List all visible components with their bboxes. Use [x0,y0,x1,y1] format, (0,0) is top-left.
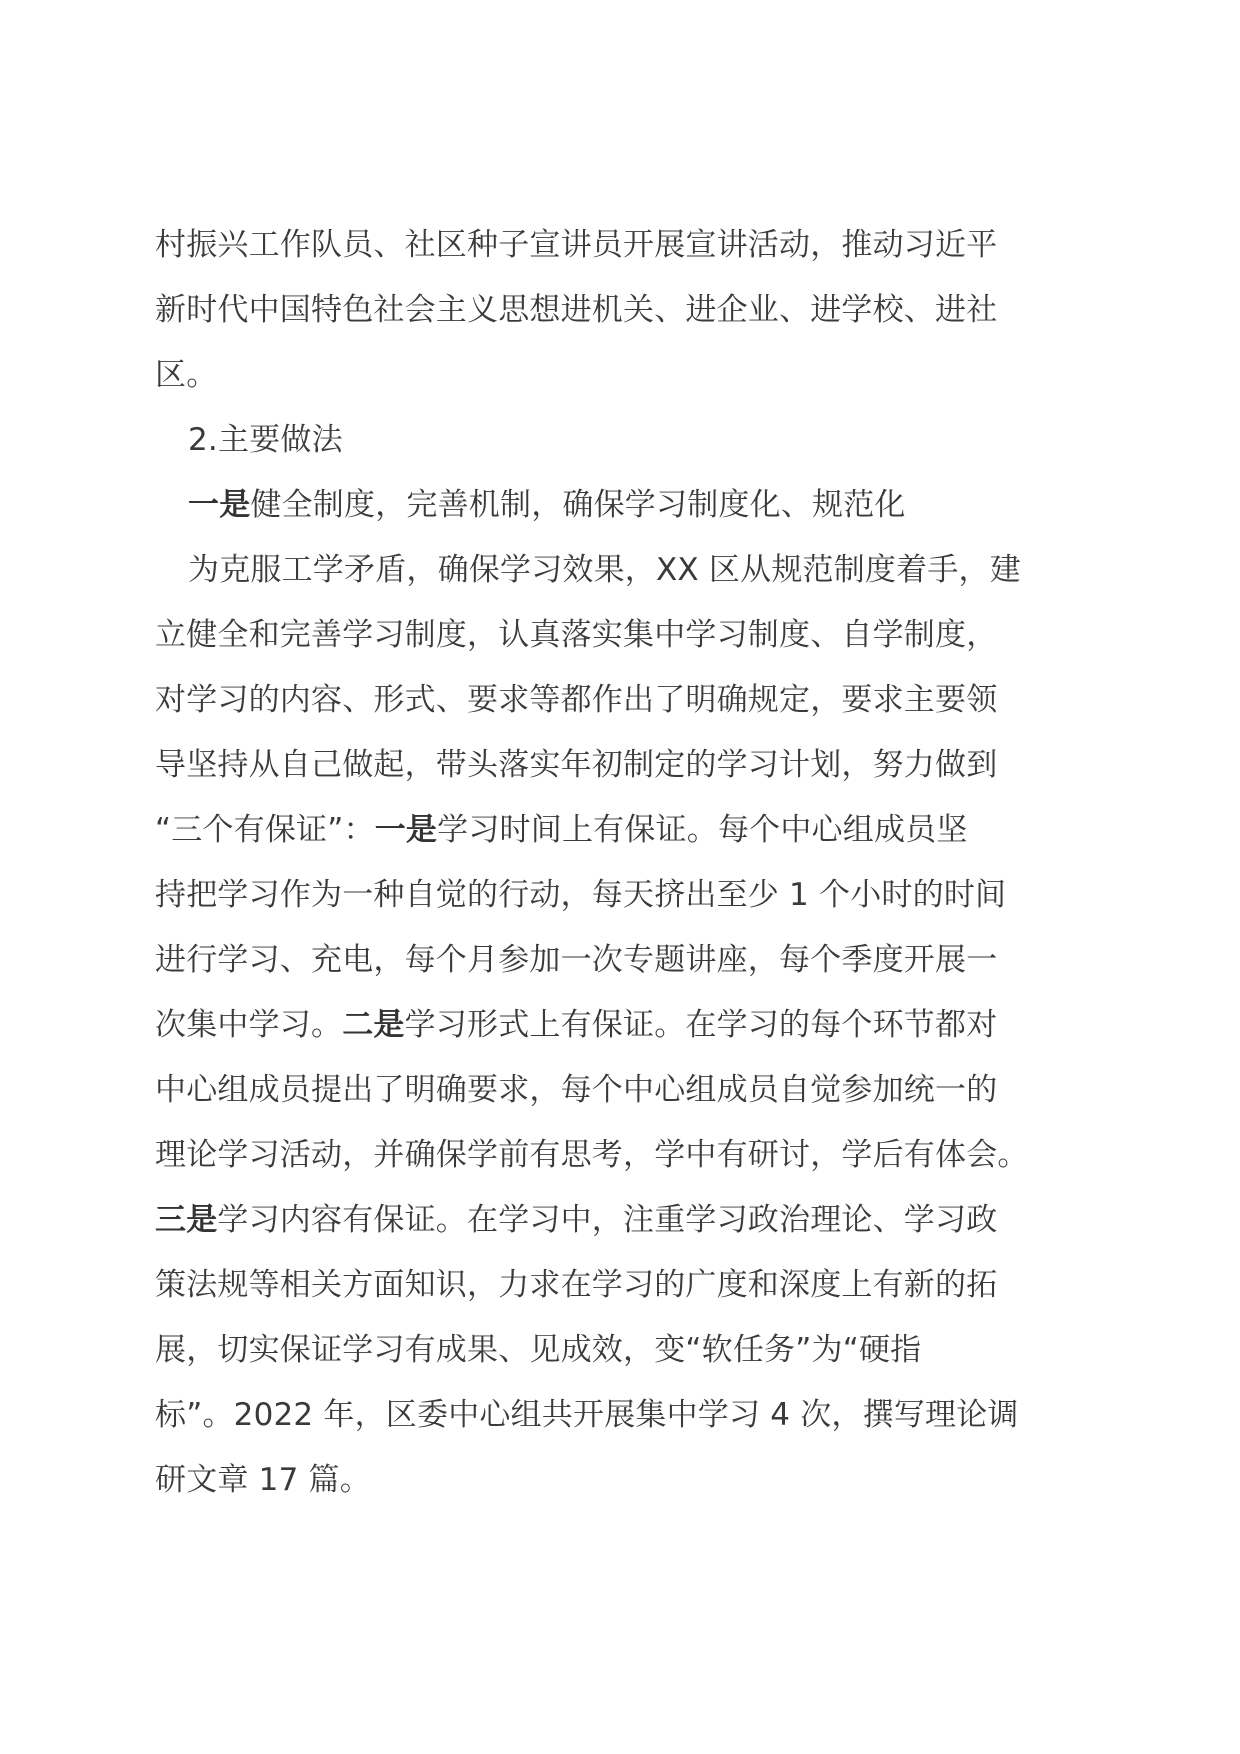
paragraph-line [155,1068,1105,1112]
paragraph-line [188,548,1138,592]
line-text: 学习时间上有保证。每个中心组成员坚 [437,812,968,848]
paragraph-line [155,613,1105,657]
line-text: 学习形式上有保证。在学习的每个环节都对 [404,1007,998,1043]
paragraph-line [155,353,1105,397]
paragraph-line [155,1263,1105,1307]
paragraph-line [155,223,1105,267]
paragraph-line [155,1003,1105,1047]
line-text: 导坚持从自己做起，带头落实年初制定的学习计划，努力做到 [155,747,998,783]
line-text: 进行学习、充电，每个月参加一次专题讲座，每个季度开展一 [155,942,998,978]
line-text: 研文章 17 篇。 [155,1462,371,1498]
paragraph-line [155,743,1105,787]
line-text: 标”。2022 年，区委中心组共开展集中学习 4 次，撰写理论调 [155,1397,1019,1433]
paragraph-line [155,1328,1105,1372]
bold-marker: 一是 [188,487,251,523]
paragraph-line [155,1198,1105,1242]
line-text: 学习内容有保证。在学习中，注重学习政治理论、学习政 [217,1202,998,1238]
paragraph-line [155,873,1105,917]
line-text: 展，切实保证学习有成果、见成效，变“软任务”为“硬指 [155,1332,922,1368]
line-text: 为克服工学矛盾，确保学习效果，XX 区从规范制度着手，建 [188,552,1021,588]
paragraph-line [155,1458,1105,1502]
line-text: 中心组成员提出了明确要求，每个中心组成员自觉参加统一的 [155,1072,998,1108]
heading-text: 2.主要做法 [188,422,343,458]
line-text: 策法规等相关方面知识，力求在学习的广度和深度上有新的拓 [155,1267,998,1303]
line-text: 村振兴工作队员、社区种子宣讲员开展宣讲活动，推动习近平 [155,227,998,263]
line-prefix: 次集中学习。 [155,1007,343,1043]
line-text: 立健全和完善学习制度，认真落实集中学习制度、自学制度， [155,617,998,653]
paragraph-line [155,1393,1105,1437]
line-text: 对学习的内容、形式、要求等都作出了明确规定，要求主要领 [155,682,998,718]
paragraph-line [155,1133,1105,1177]
bold-marker: 三是 [155,1202,218,1238]
section-heading [188,418,1138,462]
bold-marker: 二是 [342,1007,405,1043]
subsection-heading [188,483,1138,527]
line-prefix: “三个有保证”： [155,812,375,848]
bold-marker: 一是 [374,812,438,848]
line-text: 持把学习作为一种自觉的行动，每天挤出至少 1 个小时的时间 [155,877,1007,913]
paragraph-line [155,938,1105,982]
paragraph-line [155,808,1105,852]
line-text: 新时代中国特色社会主义思想进机关、进企业、进学校、进社 [155,292,998,328]
line-text: 健全制度，完善机制，确保学习制度化、规范化 [250,487,906,523]
paragraph-line [155,288,1105,332]
line-text: 理论学习活动，并确保学前有思考，学中有研讨，学后有体会。 [155,1137,1029,1173]
line-text: 区。 [155,357,218,393]
paragraph-line [155,678,1105,722]
